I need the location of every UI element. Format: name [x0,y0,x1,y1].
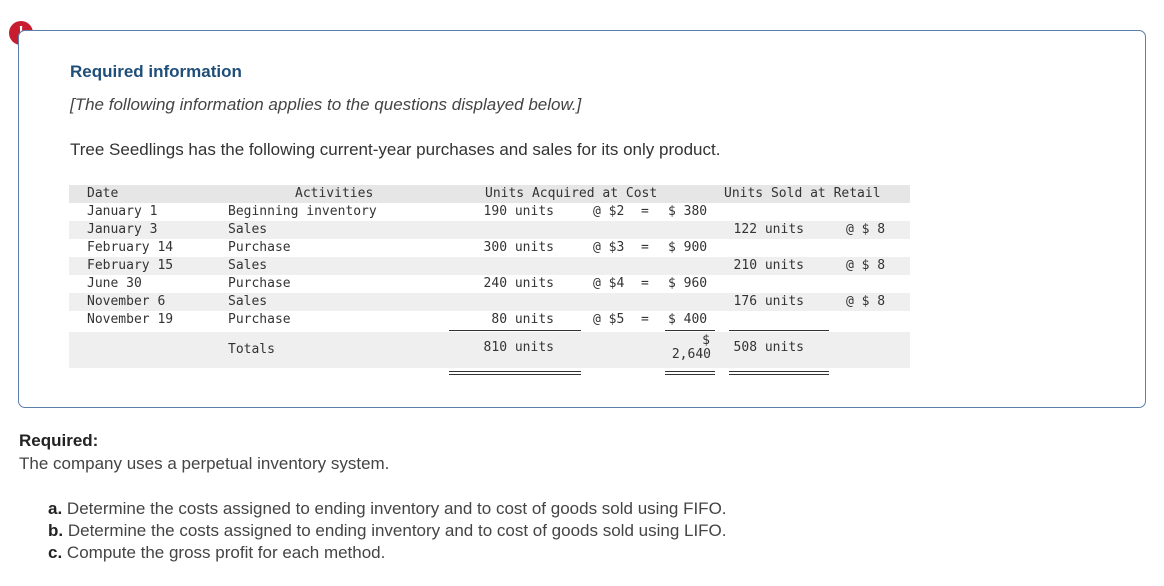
table-row [69,275,910,293]
underline-acq-units [449,330,581,331]
underline-sold-units [729,330,829,331]
row-acq-equals: = [641,312,649,327]
row-activity: Purchase [228,240,291,255]
double-underline-acq-units [449,371,581,375]
question-text: Determine the costs assigned to ending inventory and to cost of goods sold using FIFO. [66,499,727,518]
intro-text: Tree Seedlings has the following current-year purchases and sales for its only product. [70,140,721,159]
question-text: Compute the gross profit for each method. [66,543,386,562]
required-information-title: Required information [70,62,242,81]
double-underline-sold-units [729,371,829,375]
row-acq-price: @ $4 [593,276,625,291]
table-row [69,257,910,275]
row-date: June 30 [87,276,142,291]
row-acq-units: 240 units [483,276,554,291]
row-sold-units: 210 units [733,258,804,273]
row-activity: Purchase [228,276,291,291]
table-row [69,203,910,221]
table-row [69,311,910,329]
row-date: January 1 [87,204,158,219]
row-acq-price: @ $2 [593,204,625,219]
double-underline-acq-total [665,371,715,375]
row-acq-units: 80 units [491,312,554,327]
totals-acq-units: 810 units [483,340,554,355]
totals-row [69,332,910,368]
row-activity: Sales [228,294,268,309]
row-activity: Sales [228,222,268,237]
inventory-table [69,185,910,377]
row-acq-total: $ 960 [668,276,708,291]
row-date: February 15 [87,258,174,273]
question-letter: c. [48,543,63,562]
row-acq-units: 300 units [483,240,554,255]
row-activity: Beginning inventory [228,204,377,219]
row-acq-price: @ $5 [593,312,625,327]
row-activity: Sales [228,258,268,273]
table-row [69,293,910,311]
question-letter: b. [48,521,64,540]
table-row [69,221,910,239]
required-text: The company uses a perpetual inventory system. [19,454,390,473]
required-information-panel [18,30,1146,408]
question-letter: a. [48,499,63,518]
row-acq-equals: = [641,276,649,291]
totals-label: Totals [228,342,275,357]
totals-acq-dollar: $ [702,333,710,348]
row-acq-total: $ 900 [668,240,708,255]
row-date: February 14 [87,240,174,255]
row-date: November 19 [87,312,174,327]
row-acq-total: $ 380 [668,204,708,219]
header-date: Date [87,186,119,201]
header-units-sold: Units Sold at Retail [724,186,881,201]
row-acq-units: 190 units [483,204,554,219]
header-activities: Activities [295,186,374,201]
row-date: November 6 [87,294,166,309]
row-sold-price: @ $ 8 [846,258,886,273]
row-acq-total: $ 400 [668,312,708,327]
underline-acq-total [665,330,715,331]
row-acq-equals: = [641,204,649,219]
row-activity: Purchase [228,312,291,327]
totals-sold-units: 508 units [733,340,804,355]
row-sold-price: @ $ 8 [846,222,886,237]
applies-note: [The following information applies to the questions displayed below.] [70,95,582,114]
question-c [48,542,727,564]
row-date: January 3 [87,222,158,237]
question-list [48,498,727,564]
question-a [48,498,727,520]
question-text: Determine the costs assigned to ending inventory and to cost of goods sold using LIFO. [67,521,727,540]
required-label: Required: [19,431,99,450]
row-acq-price: @ $3 [593,240,625,255]
totals-acq-value: 2,640 [671,347,711,362]
row-sold-units: 122 units [733,222,804,237]
header-units-acquired: Units Acquired at Cost [485,186,658,201]
row-sold-price: @ $ 8 [846,294,886,309]
row-sold-units: 176 units [733,294,804,309]
table-header-row [69,185,910,203]
question-b [48,520,727,542]
table-row [69,239,910,257]
row-acq-equals: = [641,240,649,255]
